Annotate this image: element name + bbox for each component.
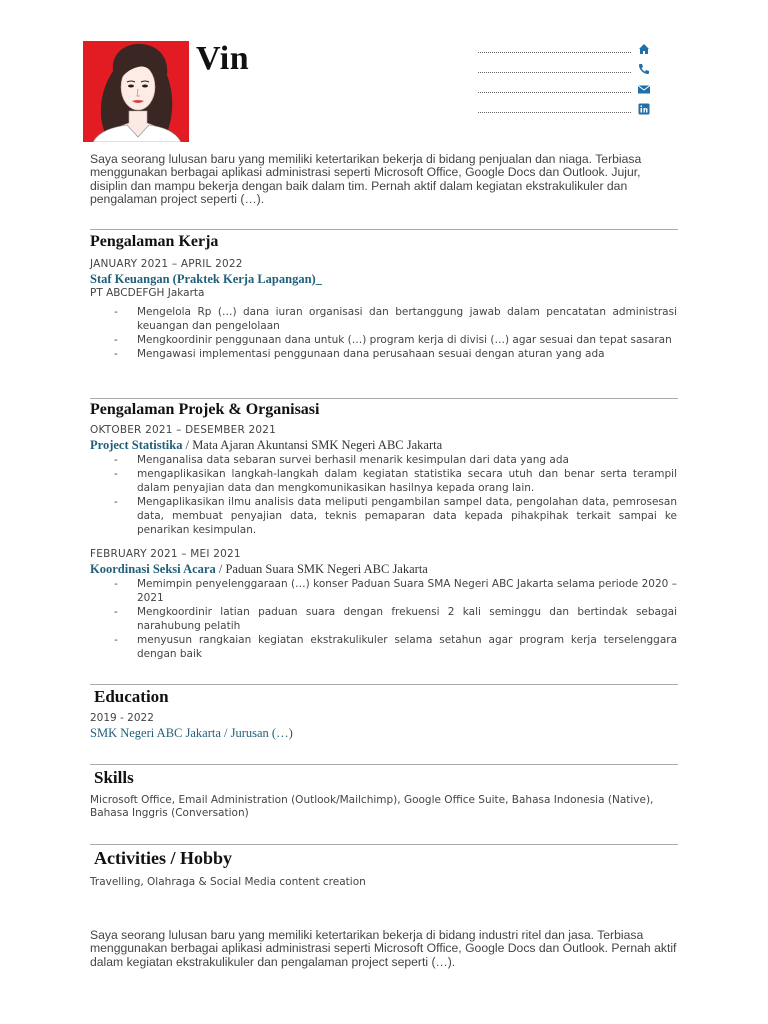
linkedin-icon — [637, 101, 651, 115]
skills-text: Microsoft Office, Email Administration (Outlook/Mailchimp), Google Office Suite, Bahasa Indonesia (Native), Bahasa Inggris (Conversation) — [90, 794, 654, 819]
contact-address — [478, 41, 653, 55]
contact-linkedin — [478, 101, 653, 115]
activities-text: Travelling, Olahraga & Social Media content creation — [90, 876, 366, 888]
list-item: - mengaplikasikan langkah-langkah dalam kegiatan statistika secara utuh dan benar serta terampil dalam penyajian data dan mengkomunikasikan hasilnya kepada orang lain. — [110, 467, 677, 495]
project-role-title: Koordinasi Seksi Acara — [90, 562, 216, 576]
phone-icon — [637, 61, 651, 75]
phone-placeholder-line — [478, 72, 631, 73]
project-role — [90, 438, 442, 453]
work-company: PT ABCDEFGH Jakarta — [90, 287, 205, 299]
project-date: FEBRUARY 2021 – MEI 2021 — [90, 548, 241, 560]
project-role-title: Project Statistika — [90, 438, 183, 452]
project-bullets — [110, 453, 677, 537]
activities-heading: Activities / Hobby — [94, 848, 232, 868]
project-org: / Mata Ajaran Akuntansi SMK Negeri ABC Jakarta — [182, 438, 443, 452]
education-school: SMK Negeri ABC Jakarta / Jurusan (…) — [90, 726, 293, 740]
summary-paragraph: Saya seorang lulusan baru yang memiliki ketertarikan bekerja di bidang penjualan dan niaga. Terbiasa menggunakan berbagai aplikasi administrasi seperti Microsoft Office, Google Docs dan Outlook. Jujur, disiplin dan mampu bekerja dengan baik dalam tim. Pernah aktif dalam kegiatan ekstrakulikuler dan pengalaman project seperti (…). — [90, 152, 642, 207]
list-item: - Mengkoordinir latian paduan suara dengan frekuensi 2 kali seminggu dan bertindak sebagai narahubung pelatih — [110, 605, 677, 633]
work-role — [90, 272, 322, 287]
education-heading: Education — [94, 687, 169, 706]
project-org: / Paduan Suara SMK Negeri ABC Jakarta — [215, 562, 428, 576]
list-item: - Mengelola Rp (…) dana iuran organisasi dan bertanggung jawab dalam pencatatan administrasi keuangan dan pengelolaan — [110, 305, 677, 333]
contact-email — [478, 81, 653, 95]
list-item: - Memimpin penyelenggaraan (…) konser Paduan Suara SMA Negeri ABC Jakarta selama periode 2020 – 2021 — [110, 577, 677, 605]
work-heading: Pengalaman Kerja — [90, 233, 219, 250]
section-divider — [90, 229, 678, 230]
address-placeholder-line — [478, 52, 631, 53]
list-item: - Mengawasi implementasi penggunaan dana perusahaan sesuai dengan aturan yang ada — [110, 347, 677, 361]
projects-heading: Pengalaman Projek & Organisasi — [90, 401, 320, 418]
footer-summary-paragraph: Saya seorang lulusan baru yang memiliki ketertarikan bekerja di bidang industri ritel dan jasa. Terbiasa menggunakan berbagai aplikasi administrasi seperti Microsoft Office, Google Docs dan Outlook. Pernah aktif dalam kegiatan ekstrakulikuler dan pengalaman project seperti (…). — [90, 928, 677, 969]
education-years: 2019 - 2022 — [90, 712, 154, 724]
email-placeholder-line — [478, 92, 631, 93]
candidate-name: Vin — [196, 40, 250, 77]
section-divider — [90, 844, 678, 845]
project-bullets — [110, 577, 677, 661]
list-item: - Menganalisa data sebaran survei berhasil menarik kesimpulan dari data yang ada — [110, 453, 677, 467]
work-bullets — [110, 305, 677, 361]
project-date: OKTOBER 2021 – DESEMBER 2021 — [90, 424, 277, 436]
section-divider — [90, 398, 678, 399]
skills-heading: Skills — [94, 768, 134, 787]
work-date: JANUARY 2021 – APRIL 2022 — [90, 258, 243, 270]
work-role-title: Staf Keuangan (Praktek Kerja Lapangan)_ — [90, 272, 322, 286]
section-divider — [90, 764, 678, 765]
section-divider — [90, 684, 678, 685]
contact-phone — [478, 61, 653, 75]
list-item: - Mengkoordinir penggunaan dana untuk (…) program kerja di divisi (…) agar sesuai dan tepat sasaran — [110, 333, 677, 347]
list-item: - menyusun rangkaian kegiatan ekstrakulikuler selama setahun agar program kerja terselenggara dengan baik — [110, 633, 677, 661]
project-role — [90, 562, 428, 577]
home-icon — [637, 41, 651, 55]
profile-photo — [83, 41, 189, 142]
mail-icon — [637, 81, 651, 95]
linkedin-placeholder-line — [478, 112, 631, 113]
list-item: - Mengaplikasikan ilmu analisis data meliputi pengambilan sampel data, pengolahan data, pemrosesan data, membuat penyajian data, teknis pemaparan data kepada pihakpihak terkait sampai ke penarikan kesimpulan. — [110, 495, 677, 537]
